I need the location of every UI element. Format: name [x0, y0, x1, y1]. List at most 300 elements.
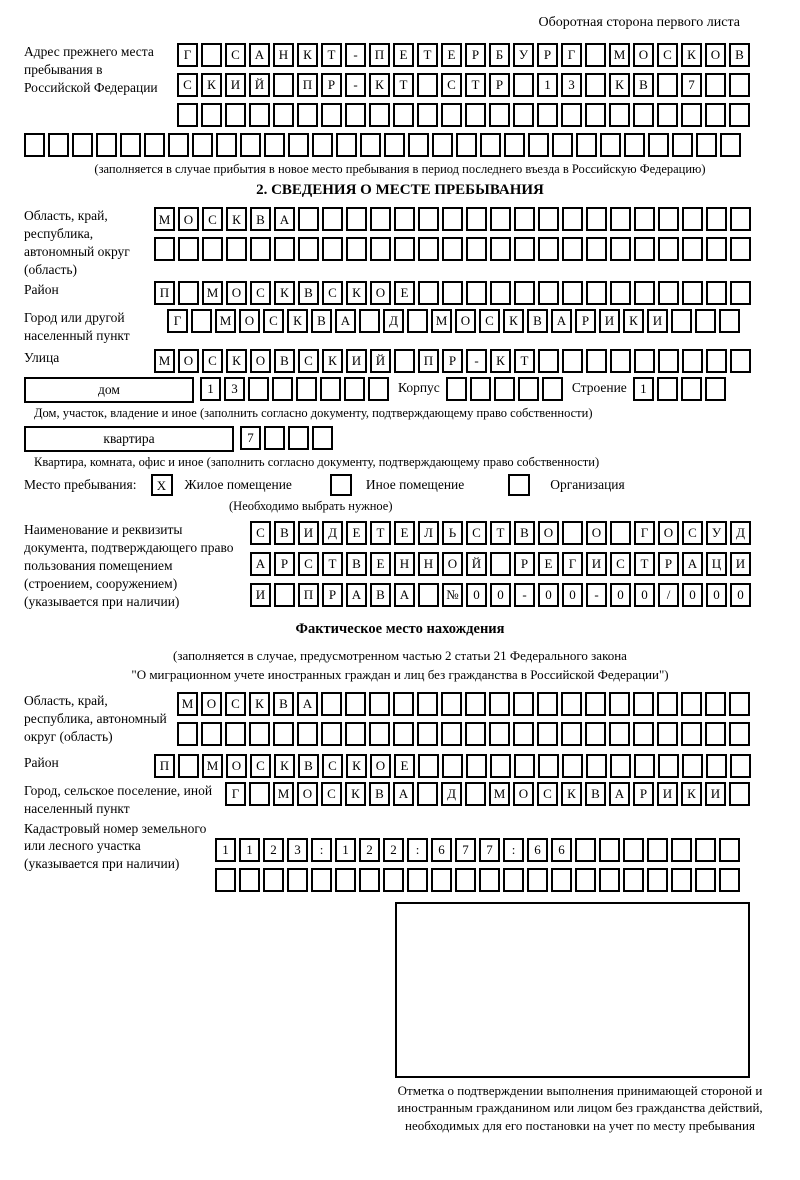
char-cell[interactable]: В	[311, 309, 332, 333]
char-cell[interactable]: М	[202, 754, 223, 778]
char-cell[interactable]: И	[346, 349, 367, 373]
char-cell[interactable]: В	[514, 521, 535, 545]
char-cell[interactable]	[586, 754, 607, 778]
char-cell[interactable]	[504, 133, 525, 157]
char-cell[interactable]: Й	[249, 73, 270, 97]
char-cell[interactable]	[394, 237, 415, 261]
char-cell[interactable]: С	[466, 521, 487, 545]
char-cell[interactable]	[264, 426, 285, 450]
char-cell[interactable]: 1	[537, 73, 558, 97]
char-cell[interactable]	[586, 349, 607, 373]
char-cell[interactable]	[239, 868, 260, 892]
char-cell[interactable]	[456, 133, 477, 157]
char-cell[interactable]	[407, 868, 428, 892]
char-cell[interactable]: С	[250, 521, 271, 545]
char-cell[interactable]: В	[729, 43, 750, 67]
char-cell[interactable]: 7	[240, 426, 261, 450]
char-cell[interactable]	[359, 309, 380, 333]
char-cell[interactable]	[551, 868, 572, 892]
char-cell[interactable]	[609, 722, 630, 746]
char-cell[interactable]	[370, 237, 391, 261]
char-cell[interactable]	[178, 281, 199, 305]
char-cell[interactable]: Р	[274, 552, 295, 576]
char-cell[interactable]	[586, 207, 607, 231]
char-cell[interactable]	[705, 722, 726, 746]
char-cell[interactable]	[503, 868, 524, 892]
char-cell[interactable]: 3	[561, 73, 582, 97]
char-cell[interactable]: Р	[633, 782, 654, 806]
char-cell[interactable]	[346, 207, 367, 231]
char-cell[interactable]: К	[274, 281, 295, 305]
char-cell[interactable]	[344, 377, 365, 401]
char-cell[interactable]	[394, 349, 415, 373]
char-cell[interactable]	[418, 237, 439, 261]
char-cell[interactable]	[418, 754, 439, 778]
char-cell[interactable]	[432, 133, 453, 157]
char-cell[interactable]	[561, 722, 582, 746]
char-cell[interactable]: 0	[706, 583, 727, 607]
char-cell[interactable]	[288, 426, 309, 450]
char-cell[interactable]: Д	[730, 521, 751, 545]
char-cell[interactable]: Й	[370, 349, 391, 373]
char-cell[interactable]	[96, 133, 117, 157]
char-cell[interactable]	[494, 377, 515, 401]
char-cell[interactable]: Ц	[706, 552, 727, 576]
char-cell[interactable]	[336, 133, 357, 157]
char-cell[interactable]: А	[335, 309, 356, 333]
char-cell[interactable]	[528, 133, 549, 157]
char-cell[interactable]: А	[346, 583, 367, 607]
char-cell[interactable]	[417, 692, 438, 716]
char-cell[interactable]: К	[503, 309, 524, 333]
char-cell[interactable]	[466, 207, 487, 231]
char-cell[interactable]	[706, 281, 727, 305]
char-cell[interactable]	[562, 237, 583, 261]
char-cell[interactable]	[489, 722, 510, 746]
char-cell[interactable]	[274, 583, 295, 607]
char-cell[interactable]	[657, 722, 678, 746]
char-cell[interactable]: О	[201, 692, 222, 716]
char-cell[interactable]	[527, 868, 548, 892]
char-cell[interactable]	[562, 207, 583, 231]
char-cell[interactable]	[634, 237, 655, 261]
char-cell[interactable]: И	[586, 552, 607, 576]
char-cell[interactable]	[369, 103, 390, 127]
char-cell[interactable]: -	[345, 73, 366, 97]
char-cell[interactable]	[345, 103, 366, 127]
char-cell[interactable]	[225, 722, 246, 746]
char-cell[interactable]: О	[370, 754, 391, 778]
char-cell[interactable]: С	[537, 782, 558, 806]
char-cell[interactable]	[225, 103, 246, 127]
char-cell[interactable]: Е	[393, 43, 414, 67]
char-cell[interactable]: О	[455, 309, 476, 333]
char-cell[interactable]: П	[418, 349, 439, 373]
char-cell[interactable]	[682, 237, 703, 261]
char-cell[interactable]: С	[610, 552, 631, 576]
char-cell[interactable]	[538, 349, 559, 373]
char-cell[interactable]: М	[431, 309, 452, 333]
char-cell[interactable]: П	[297, 73, 318, 97]
char-cell[interactable]: 6	[431, 838, 452, 862]
char-cell[interactable]: К	[681, 782, 702, 806]
char-cell[interactable]	[538, 281, 559, 305]
char-cell[interactable]: 6	[527, 838, 548, 862]
char-cell[interactable]	[345, 692, 366, 716]
char-cell[interactable]	[465, 722, 486, 746]
char-cell[interactable]	[706, 754, 727, 778]
char-cell[interactable]	[729, 692, 750, 716]
char-cell[interactable]: О	[633, 43, 654, 67]
char-cell[interactable]: С	[322, 754, 343, 778]
char-cell[interactable]: -	[466, 349, 487, 373]
char-cell[interactable]	[610, 207, 631, 231]
char-cell[interactable]	[192, 133, 213, 157]
char-cell[interactable]	[346, 237, 367, 261]
char-cell[interactable]	[634, 281, 655, 305]
char-cell[interactable]	[730, 349, 751, 373]
char-cell[interactable]	[345, 722, 366, 746]
char-cell[interactable]	[695, 309, 716, 333]
char-cell[interactable]	[585, 103, 606, 127]
char-cell[interactable]	[609, 103, 630, 127]
char-cell[interactable]: 7	[479, 838, 500, 862]
char-cell[interactable]	[561, 103, 582, 127]
char-cell[interactable]	[730, 281, 751, 305]
char-cell[interactable]: Н	[273, 43, 294, 67]
char-cell[interactable]	[658, 349, 679, 373]
char-cell[interactable]	[610, 521, 631, 545]
char-cell[interactable]	[681, 722, 702, 746]
char-cell[interactable]: С	[202, 207, 223, 231]
char-cell[interactable]: В	[274, 349, 295, 373]
char-cell[interactable]	[599, 868, 620, 892]
char-cell[interactable]	[272, 377, 293, 401]
char-cell[interactable]: 6	[551, 838, 572, 862]
char-cell[interactable]	[298, 237, 319, 261]
char-cell[interactable]: В	[273, 692, 294, 716]
char-cell[interactable]	[706, 207, 727, 231]
char-cell[interactable]: С	[225, 43, 246, 67]
char-cell[interactable]: -	[345, 43, 366, 67]
char-cell[interactable]	[586, 281, 607, 305]
char-cell[interactable]: Р	[465, 43, 486, 67]
char-cell[interactable]	[513, 722, 534, 746]
char-cell[interactable]	[648, 133, 669, 157]
char-cell[interactable]	[681, 692, 702, 716]
char-cell[interactable]	[273, 73, 294, 97]
char-cell[interactable]: Ь	[442, 521, 463, 545]
char-cell[interactable]: О	[538, 521, 559, 545]
char-cell[interactable]: 3	[224, 377, 245, 401]
char-cell[interactable]	[720, 133, 741, 157]
char-cell[interactable]	[441, 722, 462, 746]
char-cell[interactable]: О	[250, 349, 271, 373]
char-cell[interactable]: К	[490, 349, 511, 373]
char-cell[interactable]: 1	[239, 838, 260, 862]
char-cell[interactable]	[249, 782, 270, 806]
char-cell[interactable]: С	[441, 73, 462, 97]
char-cell[interactable]	[273, 722, 294, 746]
char-cell[interactable]	[610, 237, 631, 261]
char-cell[interactable]: М	[489, 782, 510, 806]
char-cell[interactable]: А	[609, 782, 630, 806]
char-cell[interactable]: П	[154, 754, 175, 778]
char-cell[interactable]	[273, 103, 294, 127]
char-cell[interactable]	[466, 281, 487, 305]
char-cell[interactable]	[418, 207, 439, 231]
char-cell[interactable]	[248, 377, 269, 401]
char-cell[interactable]	[610, 349, 631, 373]
char-cell[interactable]: К	[623, 309, 644, 333]
char-cell[interactable]	[585, 722, 606, 746]
char-cell[interactable]: 0	[538, 583, 559, 607]
char-cell[interactable]: К	[345, 782, 366, 806]
char-cell[interactable]	[562, 281, 583, 305]
char-cell[interactable]	[393, 722, 414, 746]
char-cell[interactable]	[705, 377, 726, 401]
char-cell[interactable]: С	[263, 309, 284, 333]
char-cell[interactable]: Д	[322, 521, 343, 545]
char-cell[interactable]	[298, 207, 319, 231]
char-cell[interactable]	[706, 349, 727, 373]
char-cell[interactable]	[48, 133, 69, 157]
char-cell[interactable]	[249, 103, 270, 127]
char-cell[interactable]	[384, 133, 405, 157]
char-cell[interactable]: 1	[633, 377, 654, 401]
char-cell[interactable]: Р	[322, 583, 343, 607]
char-cell[interactable]	[514, 237, 535, 261]
char-cell[interactable]	[575, 838, 596, 862]
char-cell[interactable]	[312, 133, 333, 157]
char-cell[interactable]: П	[369, 43, 390, 67]
char-cell[interactable]: Т	[393, 73, 414, 97]
char-cell[interactable]	[600, 133, 621, 157]
char-cell[interactable]: 7	[681, 73, 702, 97]
char-cell[interactable]	[719, 309, 740, 333]
char-cell[interactable]	[369, 692, 390, 716]
char-cell[interactable]: С	[250, 754, 271, 778]
char-cell[interactable]	[599, 838, 620, 862]
char-cell[interactable]	[538, 237, 559, 261]
char-cell[interactable]	[442, 237, 463, 261]
char-cell[interactable]: 3	[287, 838, 308, 862]
char-cell[interactable]	[634, 754, 655, 778]
char-cell[interactable]	[719, 838, 740, 862]
char-cell[interactable]	[647, 838, 668, 862]
char-cell[interactable]: И	[298, 521, 319, 545]
char-cell[interactable]	[623, 838, 644, 862]
char-cell[interactable]	[201, 722, 222, 746]
char-cell[interactable]: 0	[562, 583, 583, 607]
char-cell[interactable]	[418, 281, 439, 305]
char-cell[interactable]	[479, 868, 500, 892]
char-cell[interactable]	[154, 237, 175, 261]
char-cell[interactable]: 1	[200, 377, 221, 401]
char-cell[interactable]	[695, 868, 716, 892]
char-cell[interactable]	[695, 838, 716, 862]
char-cell[interactable]: М	[273, 782, 294, 806]
char-cell[interactable]	[24, 133, 45, 157]
char-cell[interactable]: С	[250, 281, 271, 305]
char-cell[interactable]	[480, 133, 501, 157]
char-cell[interactable]	[201, 43, 222, 67]
char-cell[interactable]: Е	[538, 552, 559, 576]
char-cell[interactable]	[216, 133, 237, 157]
char-cell[interactable]: В	[370, 583, 391, 607]
char-cell[interactable]: А	[297, 692, 318, 716]
char-cell[interactable]	[514, 754, 535, 778]
char-cell[interactable]	[730, 237, 751, 261]
char-cell[interactable]: И	[647, 309, 668, 333]
char-cell[interactable]: П	[298, 583, 319, 607]
char-cell[interactable]	[263, 868, 284, 892]
char-cell[interactable]: К	[226, 349, 247, 373]
char-cell[interactable]	[671, 838, 692, 862]
char-cell[interactable]: О	[297, 782, 318, 806]
char-cell[interactable]	[417, 782, 438, 806]
char-cell[interactable]	[706, 237, 727, 261]
char-cell[interactable]: В	[274, 521, 295, 545]
char-cell[interactable]: А	[393, 782, 414, 806]
char-cell[interactable]: Т	[490, 521, 511, 545]
char-cell[interactable]: Г	[561, 43, 582, 67]
char-cell[interactable]	[537, 722, 558, 746]
char-cell[interactable]	[537, 692, 558, 716]
char-cell[interactable]	[446, 377, 467, 401]
char-cell[interactable]: С	[321, 782, 342, 806]
char-cell[interactable]: В	[298, 281, 319, 305]
char-cell[interactable]: В	[298, 754, 319, 778]
char-cell[interactable]	[585, 43, 606, 67]
char-cell[interactable]	[360, 133, 381, 157]
char-cell[interactable]: С	[177, 73, 198, 97]
char-cell[interactable]	[321, 692, 342, 716]
char-cell[interactable]	[658, 281, 679, 305]
char-cell[interactable]: Е	[394, 521, 415, 545]
char-cell[interactable]: Р	[514, 552, 535, 576]
char-cell[interactable]: С	[657, 43, 678, 67]
char-cell[interactable]	[177, 722, 198, 746]
char-cell[interactable]: 0	[610, 583, 631, 607]
char-cell[interactable]	[681, 377, 702, 401]
char-cell[interactable]	[465, 692, 486, 716]
char-cell[interactable]	[538, 754, 559, 778]
char-cell[interactable]	[201, 103, 222, 127]
char-cell[interactable]: И	[225, 73, 246, 97]
char-cell[interactable]	[730, 754, 751, 778]
char-cell[interactable]	[657, 73, 678, 97]
char-cell[interactable]: К	[249, 692, 270, 716]
char-cell[interactable]	[177, 103, 198, 127]
char-cell[interactable]: А	[394, 583, 415, 607]
char-cell[interactable]	[633, 692, 654, 716]
char-cell[interactable]	[562, 349, 583, 373]
char-cell[interactable]	[610, 754, 631, 778]
char-cell[interactable]	[729, 782, 750, 806]
char-cell[interactable]: П	[154, 281, 175, 305]
char-cell[interactable]: Е	[441, 43, 462, 67]
char-cell[interactable]: Г	[634, 521, 655, 545]
char-cell[interactable]: С	[202, 349, 223, 373]
char-cell[interactable]	[552, 133, 573, 157]
char-cell[interactable]: А	[682, 552, 703, 576]
char-cell[interactable]	[168, 133, 189, 157]
char-cell[interactable]: У	[513, 43, 534, 67]
char-cell[interactable]: 2	[359, 838, 380, 862]
char-cell[interactable]: Р	[575, 309, 596, 333]
char-cell[interactable]: Т	[514, 349, 535, 373]
char-cell[interactable]: Б	[489, 43, 510, 67]
char-cell[interactable]: М	[609, 43, 630, 67]
char-cell[interactable]	[633, 722, 654, 746]
char-cell[interactable]: А	[551, 309, 572, 333]
char-cell[interactable]: О	[178, 207, 199, 231]
char-cell[interactable]	[466, 237, 487, 261]
char-cell[interactable]	[250, 237, 271, 261]
char-cell[interactable]: Т	[321, 43, 342, 67]
char-cell[interactable]: Н	[418, 552, 439, 576]
char-cell[interactable]	[297, 722, 318, 746]
char-cell[interactable]	[407, 309, 428, 333]
char-cell[interactable]: И	[250, 583, 271, 607]
char-cell[interactable]: Т	[634, 552, 655, 576]
char-cell[interactable]	[264, 133, 285, 157]
char-cell[interactable]: К	[201, 73, 222, 97]
char-cell[interactable]: О	[705, 43, 726, 67]
char-cell[interactable]	[657, 692, 678, 716]
char-cell[interactable]: /	[658, 583, 679, 607]
char-cell[interactable]	[178, 754, 199, 778]
char-cell[interactable]: О	[226, 754, 247, 778]
char-cell[interactable]	[537, 103, 558, 127]
char-cell[interactable]: К	[346, 754, 367, 778]
char-cell[interactable]: О	[586, 521, 607, 545]
char-cell[interactable]	[417, 722, 438, 746]
char-cell[interactable]	[311, 868, 332, 892]
char-cell[interactable]: И	[599, 309, 620, 333]
char-cell[interactable]: 7	[455, 838, 476, 862]
char-cell[interactable]	[490, 207, 511, 231]
char-cell[interactable]	[729, 722, 750, 746]
char-cell[interactable]	[465, 103, 486, 127]
char-cell[interactable]	[249, 722, 270, 746]
char-cell[interactable]: Г	[225, 782, 246, 806]
char-cell[interactable]: У	[706, 521, 727, 545]
char-cell[interactable]	[370, 207, 391, 231]
char-cell[interactable]: В	[527, 309, 548, 333]
char-cell[interactable]: С	[225, 692, 246, 716]
char-cell[interactable]	[490, 281, 511, 305]
char-cell[interactable]: И	[705, 782, 726, 806]
char-cell[interactable]	[368, 377, 389, 401]
char-cell[interactable]	[518, 377, 539, 401]
char-cell[interactable]	[513, 103, 534, 127]
char-cell[interactable]	[442, 281, 463, 305]
char-cell[interactable]	[514, 281, 535, 305]
char-cell[interactable]	[144, 133, 165, 157]
char-cell[interactable]	[623, 868, 644, 892]
char-cell[interactable]	[394, 207, 415, 231]
char-cell[interactable]: Т	[322, 552, 343, 576]
char-cell[interactable]	[647, 868, 668, 892]
char-cell[interactable]	[178, 237, 199, 261]
char-cell[interactable]	[719, 868, 740, 892]
char-cell[interactable]: К	[609, 73, 630, 97]
char-cell[interactable]	[408, 133, 429, 157]
char-cell[interactable]: В	[633, 73, 654, 97]
char-cell[interactable]	[681, 103, 702, 127]
